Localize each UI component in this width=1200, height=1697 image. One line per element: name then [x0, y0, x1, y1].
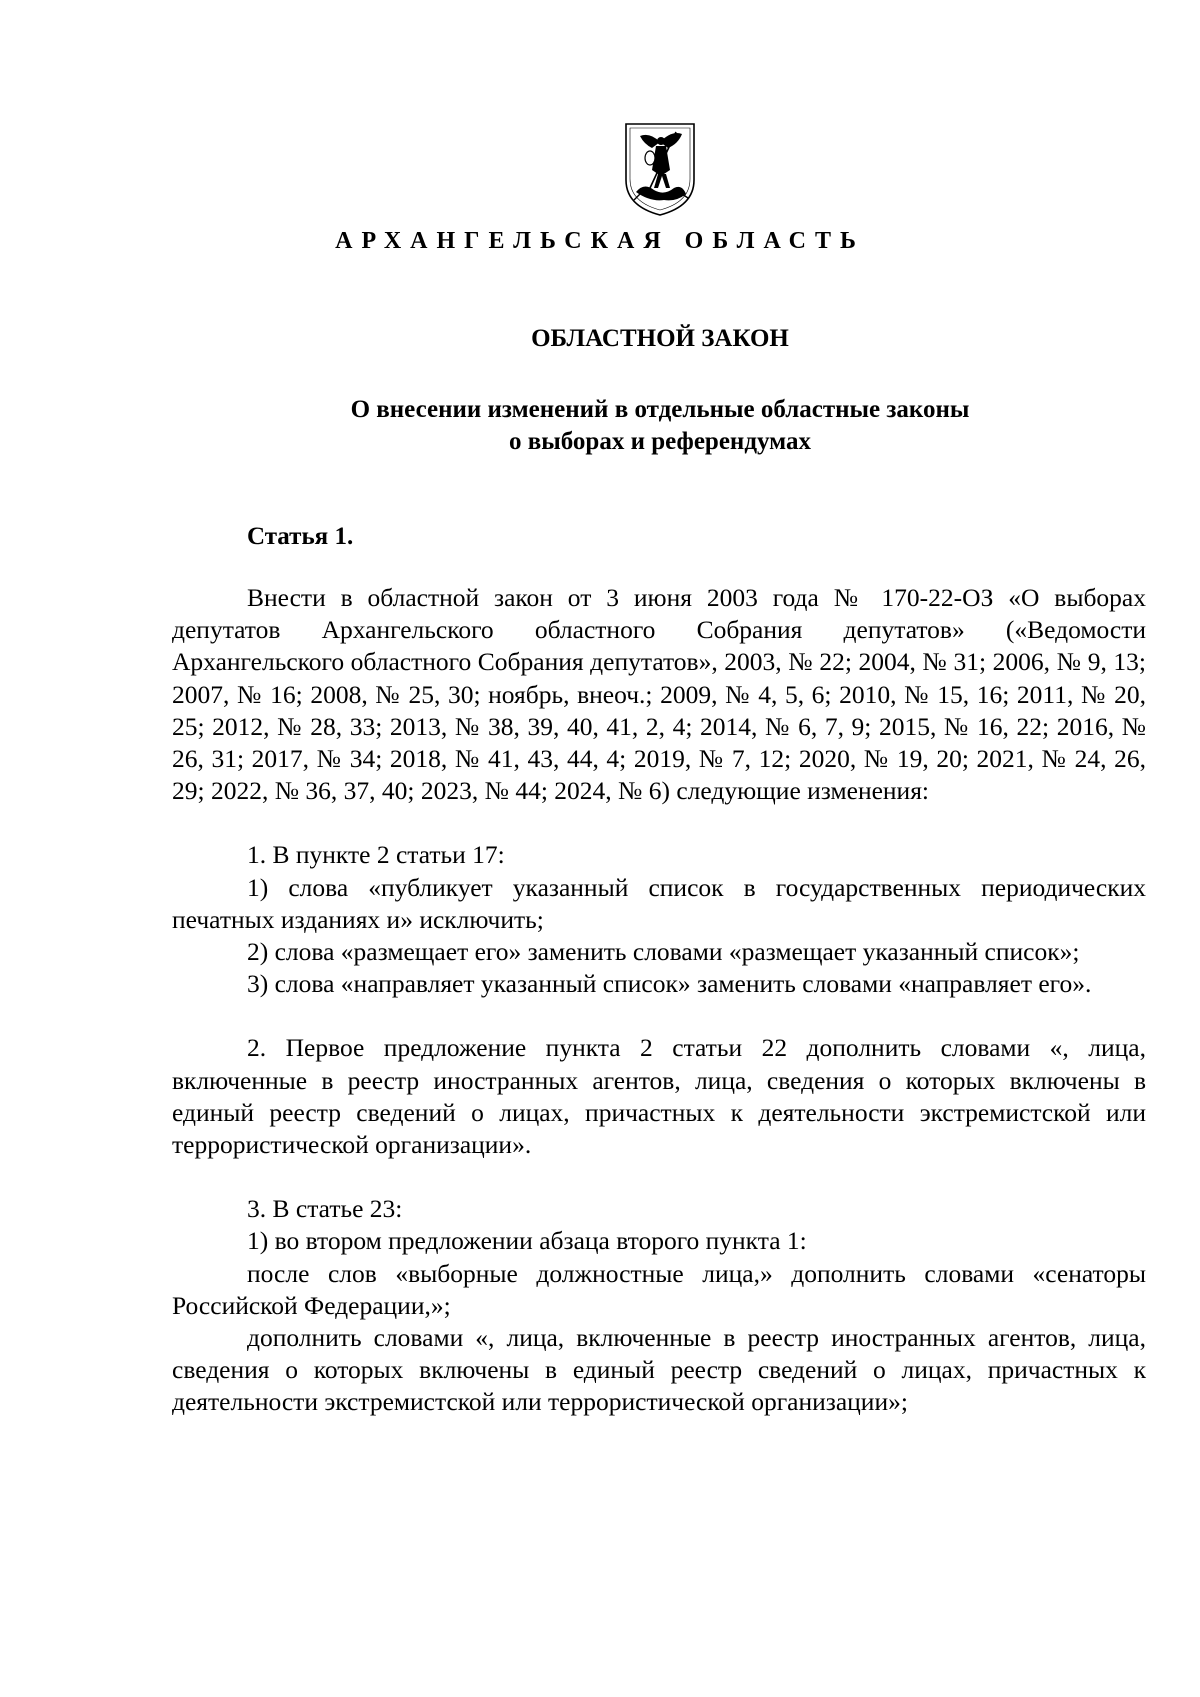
law-name-line: о выборах и референдумах: [508, 428, 812, 455]
law-type-heading: ОБЛАСТНОЙ ЗАКОН: [531, 325, 789, 352]
law-name-line: О внесении изменений в отдельные областные законы: [350, 396, 970, 423]
paragraph: 2) слова «размещает его» заменить словами «размещает указанный список»;: [247, 937, 1080, 967]
article-body: [172, 582, 1146, 1419]
article-title: Статья 1.: [247, 523, 354, 550]
law-name-heading: [0, 394, 1200, 458]
paragraph: 2. Первое предложение пункта 2 статьи 22 дополнить словами «, лица, включенные в реестр иностранных агентов, лица, сведения о которых включены в единый реестр сведений о лицах, причастных к деятельности экстремистской или террористической организации».: [172, 1033, 1146, 1160]
paragraph: после слов «выборные должностные лица,» дополнить словами «сенаторы Российской Федерации,»;: [172, 1258, 1146, 1320]
paragraph: 1. В пункте 2 статьи 17:: [247, 840, 505, 870]
region-title: АРХАНГЕЛЬСКАЯ ОБЛАСТЬ: [335, 228, 865, 254]
paragraph: Внести в областной закон от 3 июня 2003 года № 170-22-ОЗ «О выборах депутатов Архангельского областного Собрания депутатов» («Ведомости Архангельского областного Собрания депутатов», 2003, № 22; 2004, № 31; 2006, № 9, 13; 2007, № 16; 2008, № 25, 30; ноябрь, внеоч.; 2009, № 4, 5, 6; 2010, № 15, 16; 2011, № 20, 25; 2012, № 28, 33; 2013, № 38, 39, 40, 41, 2, 4; 2014, № 6, 7, 9; 2015, № 16, 22; 2016, № 26, 31; 2017, № 34; 2018, № 41, 43, 44, 4; 2019, № 7, 12; 2020, № 19, 20; 2021, № 24, 26, 29; 2022, № 36, 37, 40; 2023, № 44; 2024, № 6) следующие изменения:: [172, 583, 1146, 806]
paragraph: 3) слова «направляет указанный список» заменить словами «направляет его».: [247, 969, 1092, 999]
paragraph: 3. В статье 23:: [247, 1194, 403, 1224]
arkhangelsk-coat-of-arms-icon: [620, 118, 700, 218]
paragraph: 1) во втором предложении абзаца второго пункта 1:: [247, 1226, 807, 1256]
paragraph: дополнить словами «, лица, включенные в реестр иностранных агентов, лица, сведения о которых включены в единый реестр сведений о лицах, причастных к деятельности экстремистской или террористической организации»;: [172, 1323, 1146, 1417]
paragraph: 1) слова «публикует указанный список в государственных периодических печатных изданиях и» исключить;: [172, 872, 1146, 934]
